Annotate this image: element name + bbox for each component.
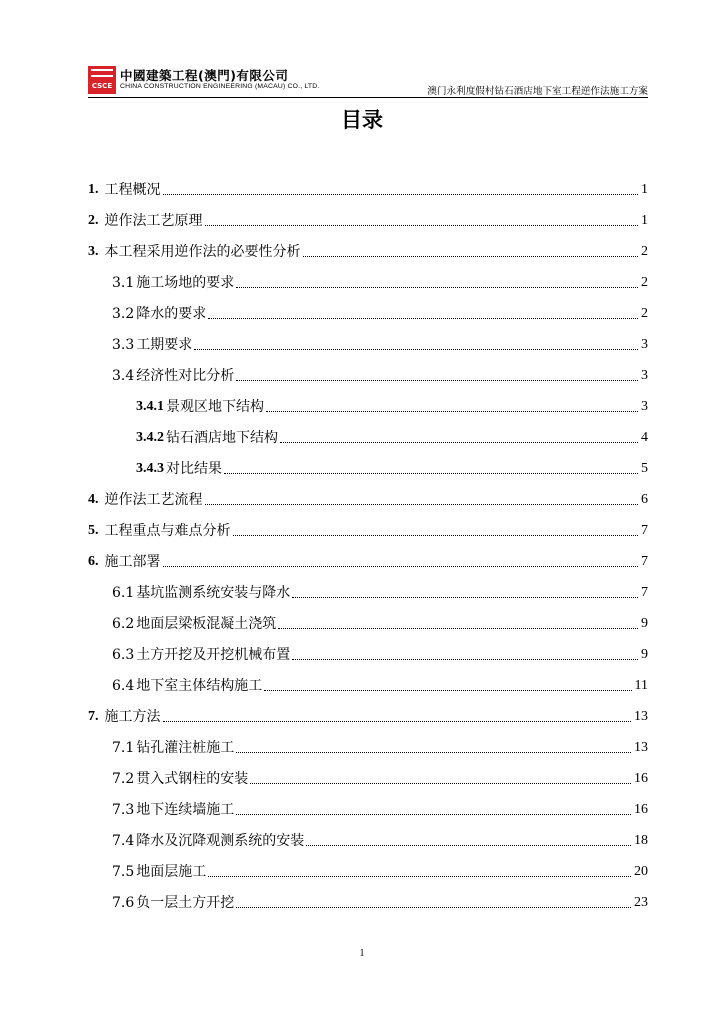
toc-entry-title: 地面层梁板混凝土浇筑 [136, 616, 277, 632]
toc-leader-dots [163, 720, 632, 722]
toc-entry-page: 7 [641, 554, 648, 569]
toc-entry[interactable] [88, 479, 648, 510]
toc-leader-dots [208, 317, 638, 319]
toc-leader-dots [266, 410, 638, 412]
toc-entry[interactable] [88, 169, 648, 200]
toc-entry-title: 负一层土方开挖 [136, 895, 235, 911]
toc-leader-dots [236, 906, 631, 908]
toc-entry-page: 2 [641, 306, 648, 321]
toc-entry-page: 9 [641, 616, 648, 631]
toc-entry-title: 工期要求 [136, 337, 193, 353]
toc-entry-page: 9 [641, 647, 648, 662]
toc-entry-number: 7.2 [112, 771, 135, 787]
toc-entry-page: 1 [641, 182, 648, 197]
toc-entry-title: 降水的要求 [136, 306, 207, 322]
toc-entry-page: 3 [641, 399, 648, 414]
toc-entry-title: 逆作法工艺流程 [104, 492, 203, 508]
toc-entry-number: 3.4 [112, 368, 135, 384]
toc-entry-title: 景观区地下结构 [166, 399, 264, 415]
toc-entry-number: 3.3 [112, 337, 135, 353]
toc-entry[interactable] [88, 231, 648, 262]
toc-entry-title: 施工场地的要求 [136, 275, 235, 291]
toc-entry-number: 6.3 [112, 647, 135, 663]
toc-leader-dots [163, 565, 639, 567]
toc-entry-number: 3.4.2 [136, 430, 164, 445]
toc-leader-dots [236, 813, 631, 815]
toc-entry-number: 7.6 [112, 895, 135, 911]
toc-entry-title: 逆作法工艺原理 [104, 213, 203, 229]
toc-entry[interactable] [88, 417, 648, 448]
toc-entry-title: 本工程采用逆作法的必要性分析 [104, 244, 301, 260]
toc-entry-page: 18 [634, 833, 648, 848]
toc-entry-title: 施工部署 [104, 554, 161, 570]
toc-entry-number: 3.2 [112, 306, 135, 322]
toc-leader-dots [236, 379, 638, 381]
toc-entry-title: 对比结果 [166, 461, 222, 477]
toc-entry[interactable] [88, 634, 648, 665]
page-header [88, 62, 648, 98]
toc-entry-title: 施工方法 [104, 709, 161, 725]
toc-entry-page: 5 [641, 461, 648, 476]
toc-leader-dots [264, 689, 631, 691]
toc-entry-number: 6. [88, 554, 99, 569]
toc-entry[interactable] [88, 696, 648, 727]
company-logo-icon: CSCE [88, 66, 116, 94]
toc-entry[interactable] [88, 789, 648, 820]
toc-leader-dots [236, 751, 631, 753]
toc-heading: 目录 [341, 108, 383, 132]
toc-entry-number: 7.5 [112, 864, 135, 880]
toc-leader-dots [194, 348, 638, 350]
toc-entry[interactable] [88, 665, 648, 696]
toc-entry-title: 地下室主体结构施工 [136, 678, 263, 694]
toc-entry-title: 贯入式钢柱的安装 [136, 771, 249, 787]
toc-entry[interactable] [88, 510, 648, 541]
toc-entry-number: 3.1 [112, 275, 135, 291]
toc-entry-page: 3 [641, 368, 648, 383]
company-name-cn: 中國建築工程(澳門)有限公司 [120, 68, 289, 83]
header-divider [88, 97, 648, 98]
toc-entry[interactable] [88, 541, 648, 572]
toc-leader-dots [250, 782, 631, 784]
toc-entry-number: 3.4.3 [136, 461, 164, 476]
toc-entry-number: 7. [88, 709, 99, 724]
toc-entry-title: 土方开挖及开挖机械布置 [136, 647, 291, 663]
toc-entry-title: 地面层施工 [136, 864, 207, 880]
toc-entry-number: 1. [88, 182, 99, 197]
toc-entry-title: 降水及沉降观测系统的安装 [136, 833, 305, 849]
toc-entry-title: 钻孔灌注桩施工 [136, 740, 235, 756]
toc-leader-dots [236, 286, 638, 288]
toc-entry[interactable] [88, 262, 648, 293]
toc-entry-title: 基坑监测系统安装与降水 [136, 585, 291, 601]
toc-leader-dots [163, 193, 639, 195]
toc-entry-number: 3.4.1 [136, 399, 164, 414]
toc-entry-title: 工程概况 [104, 182, 161, 198]
toc-leader-dots [208, 875, 631, 877]
toc-entry-number: 3. [88, 244, 99, 259]
toc-entry-number: 7.3 [112, 802, 135, 818]
toc-leader-dots [278, 627, 638, 629]
toc-entry[interactable] [88, 386, 648, 417]
company-name-en: CHINA CONSTRUCTION ENGINEERING (MACAU) CO., LTD. [120, 83, 320, 90]
toc-entry-page: 2 [641, 244, 648, 259]
toc-entry-page: 7 [641, 523, 648, 538]
toc-entry-page: 2 [641, 275, 648, 290]
toc-entry-page: 13 [634, 709, 648, 724]
toc-leader-dots [292, 596, 638, 598]
page-number: 1 [359, 948, 365, 959]
toc-entry-title: 地下连续墙施工 [136, 802, 235, 818]
toc-entry[interactable] [88, 324, 648, 355]
toc-entry-page: 13 [634, 740, 648, 755]
toc-entry-page: 16 [634, 802, 648, 817]
toc-entry[interactable] [88, 603, 648, 634]
toc-entry[interactable] [88, 572, 648, 603]
toc-entry-page: 16 [634, 771, 648, 786]
toc-entry-page: 4 [641, 430, 648, 445]
toc-entry-number: 4. [88, 492, 99, 507]
toc-entry-number: 5. [88, 523, 99, 538]
project-title: 澳门永利度假村钻石酒店地下室工程逆作法施工方案 [427, 86, 648, 97]
toc-entry[interactable] [88, 820, 648, 851]
toc-entry-number: 6.4 [112, 678, 135, 694]
toc-leader-dots [280, 441, 638, 443]
toc-leader-dots [233, 534, 639, 536]
toc-entry[interactable] [88, 727, 648, 758]
toc-entry[interactable] [88, 293, 648, 324]
toc-entry-page: 23 [634, 895, 648, 910]
toc-leader-dots [306, 844, 631, 846]
toc-leader-dots [205, 224, 639, 226]
toc-entry-page: 11 [634, 678, 648, 693]
toc-entry[interactable] [88, 758, 648, 789]
toc-leader-dots [292, 658, 638, 660]
toc-entry-title: 经济性对比分析 [136, 368, 235, 384]
toc-entry-page: 6 [641, 492, 648, 507]
toc-entry-title: 工程重点与难点分析 [104, 523, 231, 539]
toc-entry-number: 2. [88, 213, 99, 228]
toc-leader-dots [205, 503, 639, 505]
toc-entry-page: 20 [634, 864, 648, 879]
toc-entry-page: 3 [641, 337, 648, 352]
toc-entry[interactable] [88, 448, 648, 479]
toc-leader-dots [303, 255, 639, 257]
toc-entry-number: 6.1 [112, 585, 135, 601]
toc-entry-page: 7 [641, 585, 648, 600]
toc-entry-title: 钻石酒店地下结构 [166, 430, 278, 446]
toc-entry[interactable] [88, 882, 648, 913]
toc-entry[interactable] [88, 200, 648, 231]
toc-entry-number: 7.4 [112, 833, 135, 849]
toc-entry-page: 1 [641, 213, 648, 228]
toc-entry[interactable] [88, 851, 648, 882]
toc-entry-number: 6.2 [112, 616, 135, 632]
toc-entry-number: 7.1 [112, 740, 135, 756]
toc-entry[interactable] [88, 355, 648, 386]
table-of-contents [88, 169, 648, 913]
toc-leader-dots [224, 472, 638, 474]
